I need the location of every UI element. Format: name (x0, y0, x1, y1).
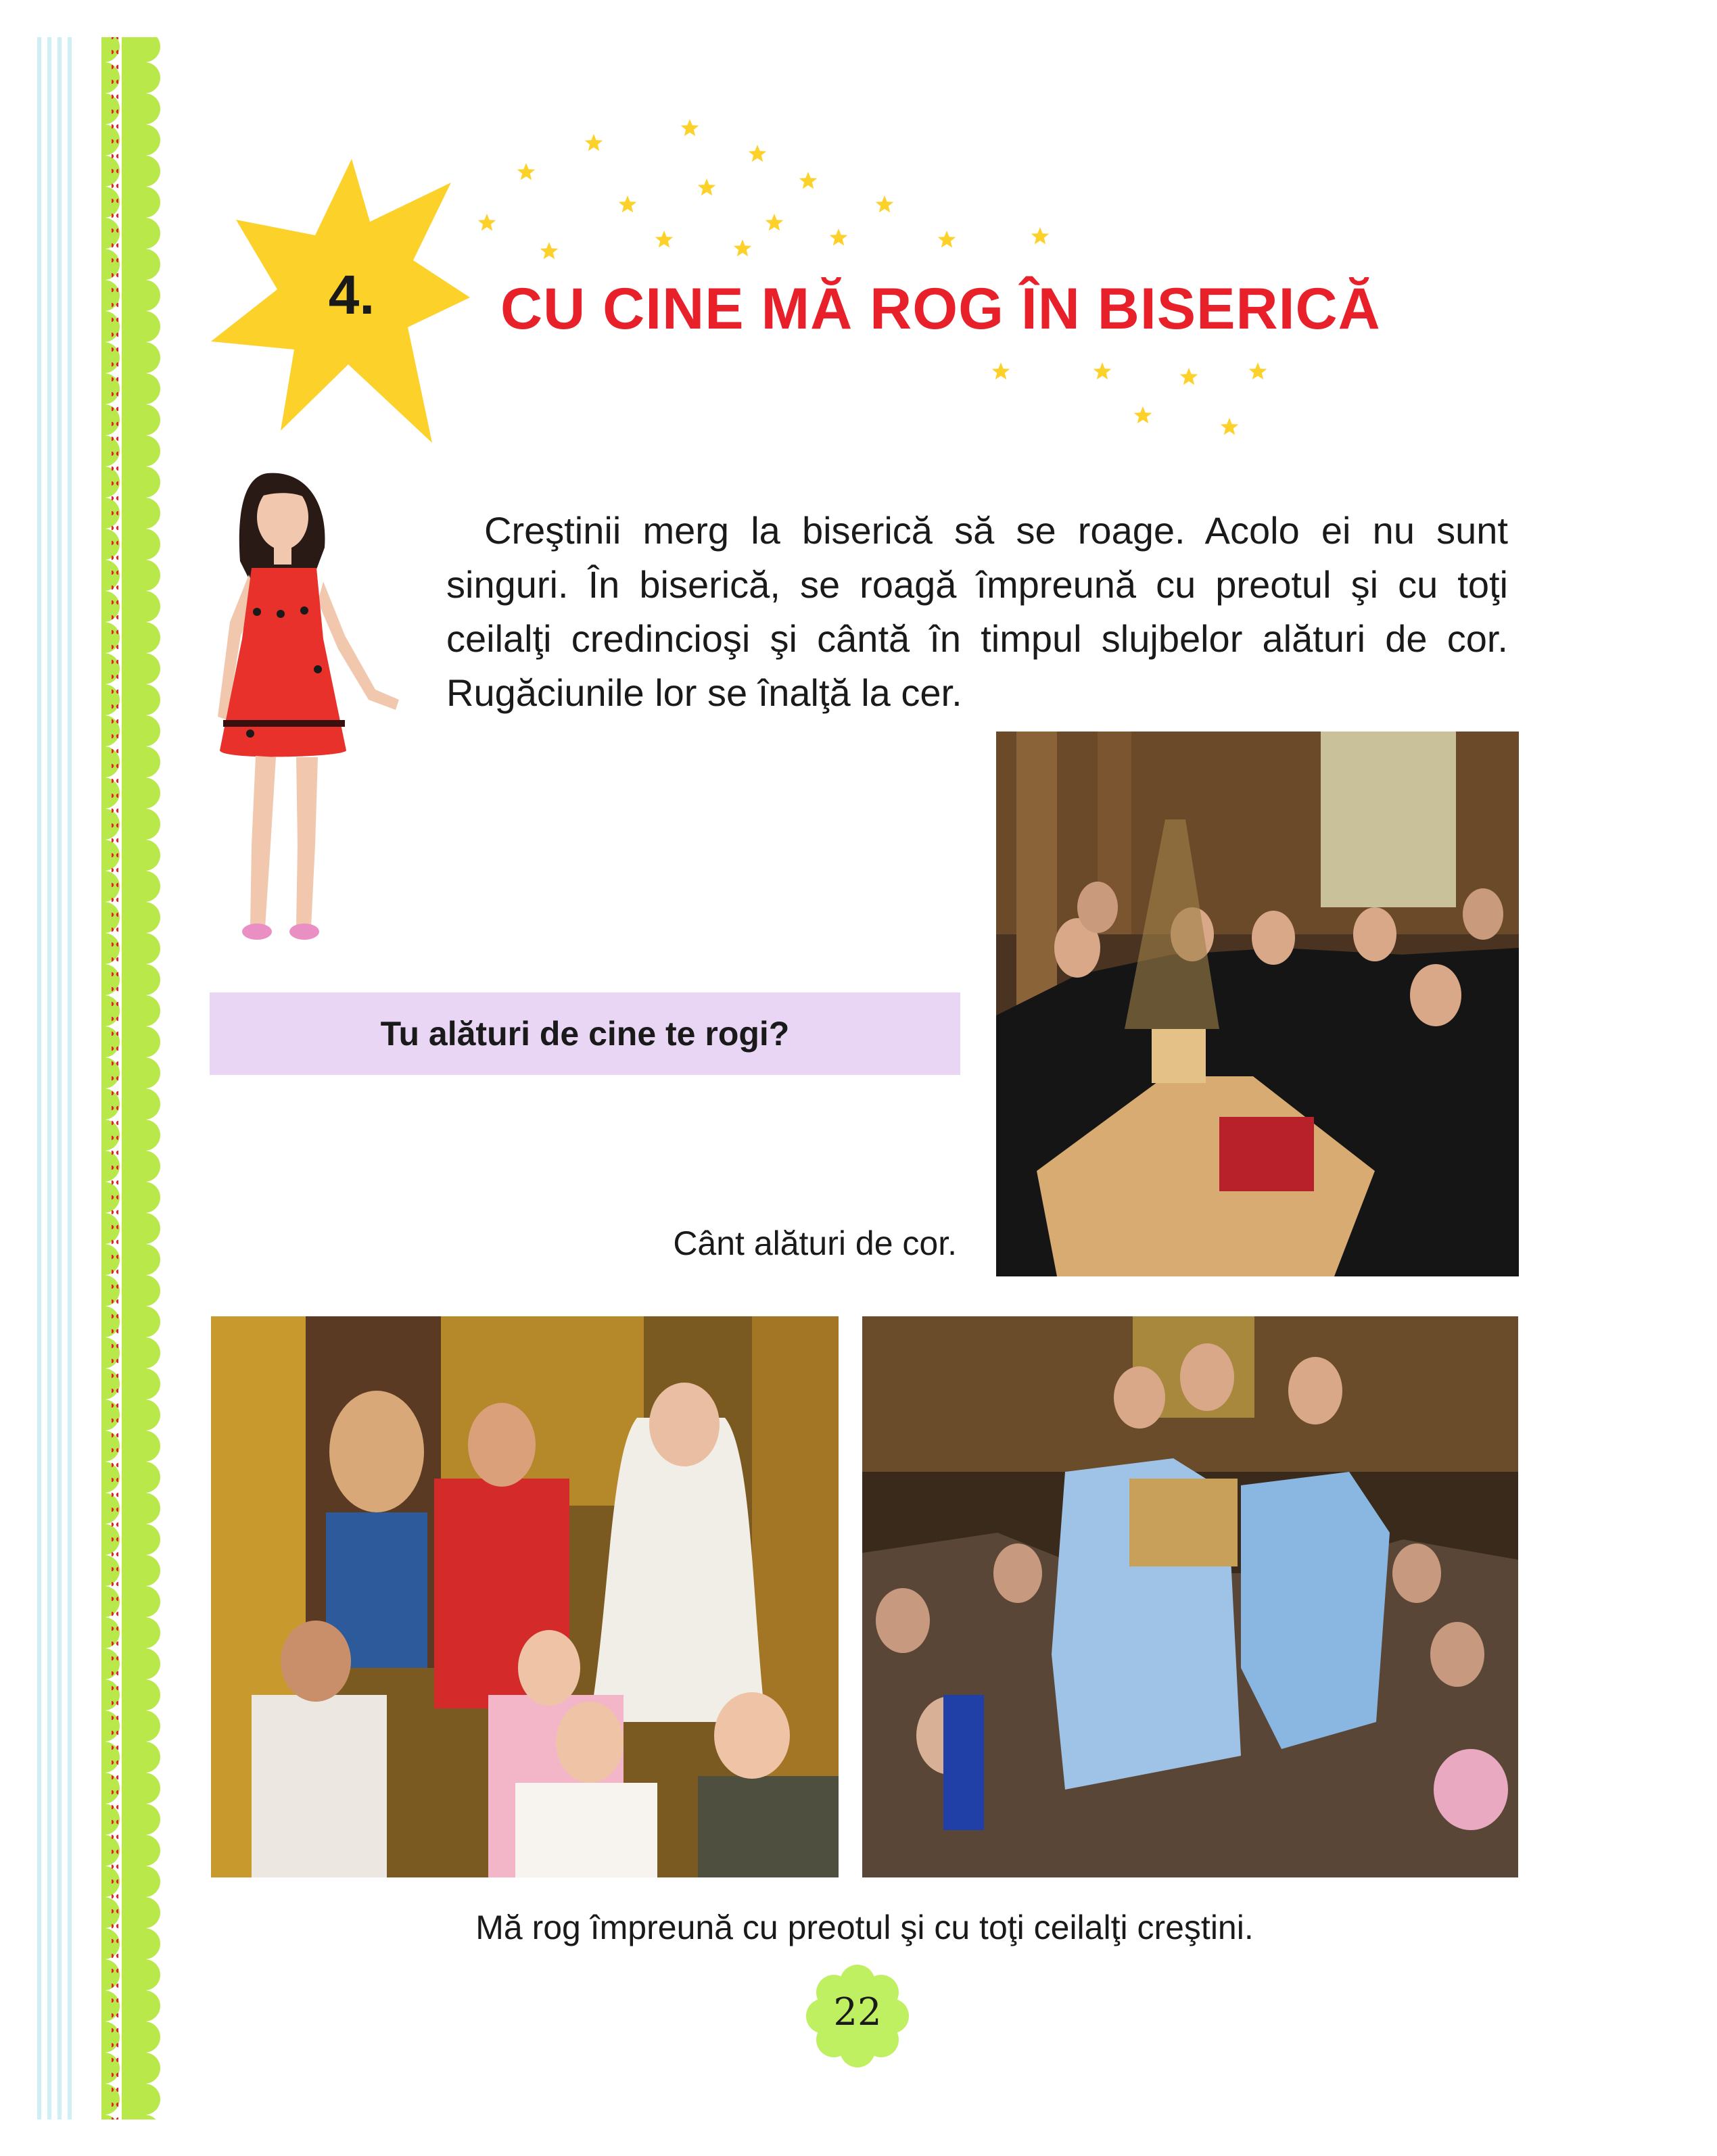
choir-photo (996, 732, 1519, 1276)
page-number: 22 (833, 1990, 882, 2034)
family-photo (211, 1316, 839, 1877)
girl-illustration (203, 466, 419, 953)
decorative-left-border (0, 0, 162, 2156)
chapter-number: 4. (328, 264, 375, 326)
question-box (210, 992, 960, 1075)
chapter-title: CU CINE MĂ ROG ÎN BISERICĂ (500, 277, 1381, 341)
choir-caption: Cânt alături de cor. (673, 1224, 957, 1262)
intro-paragraph: Creştinii merg la biserică să se roage. Acolo ei nu sunt singuri. În biserică, se roagă împreună cu preotul şi cu toţi ceilalţi credincioşi şi cântă în timpul slujbelor alături de cor. Rugăciunile lor se înalţă la cer. (446, 509, 1508, 714)
priests-photo (862, 1316, 1518, 1877)
question-text: Tu alături de cine te rogi? (380, 1015, 790, 1053)
bottom-caption: Mă rog împreună cu preotul şi cu toţi ceilalţi creştini. (475, 1909, 1254, 1946)
